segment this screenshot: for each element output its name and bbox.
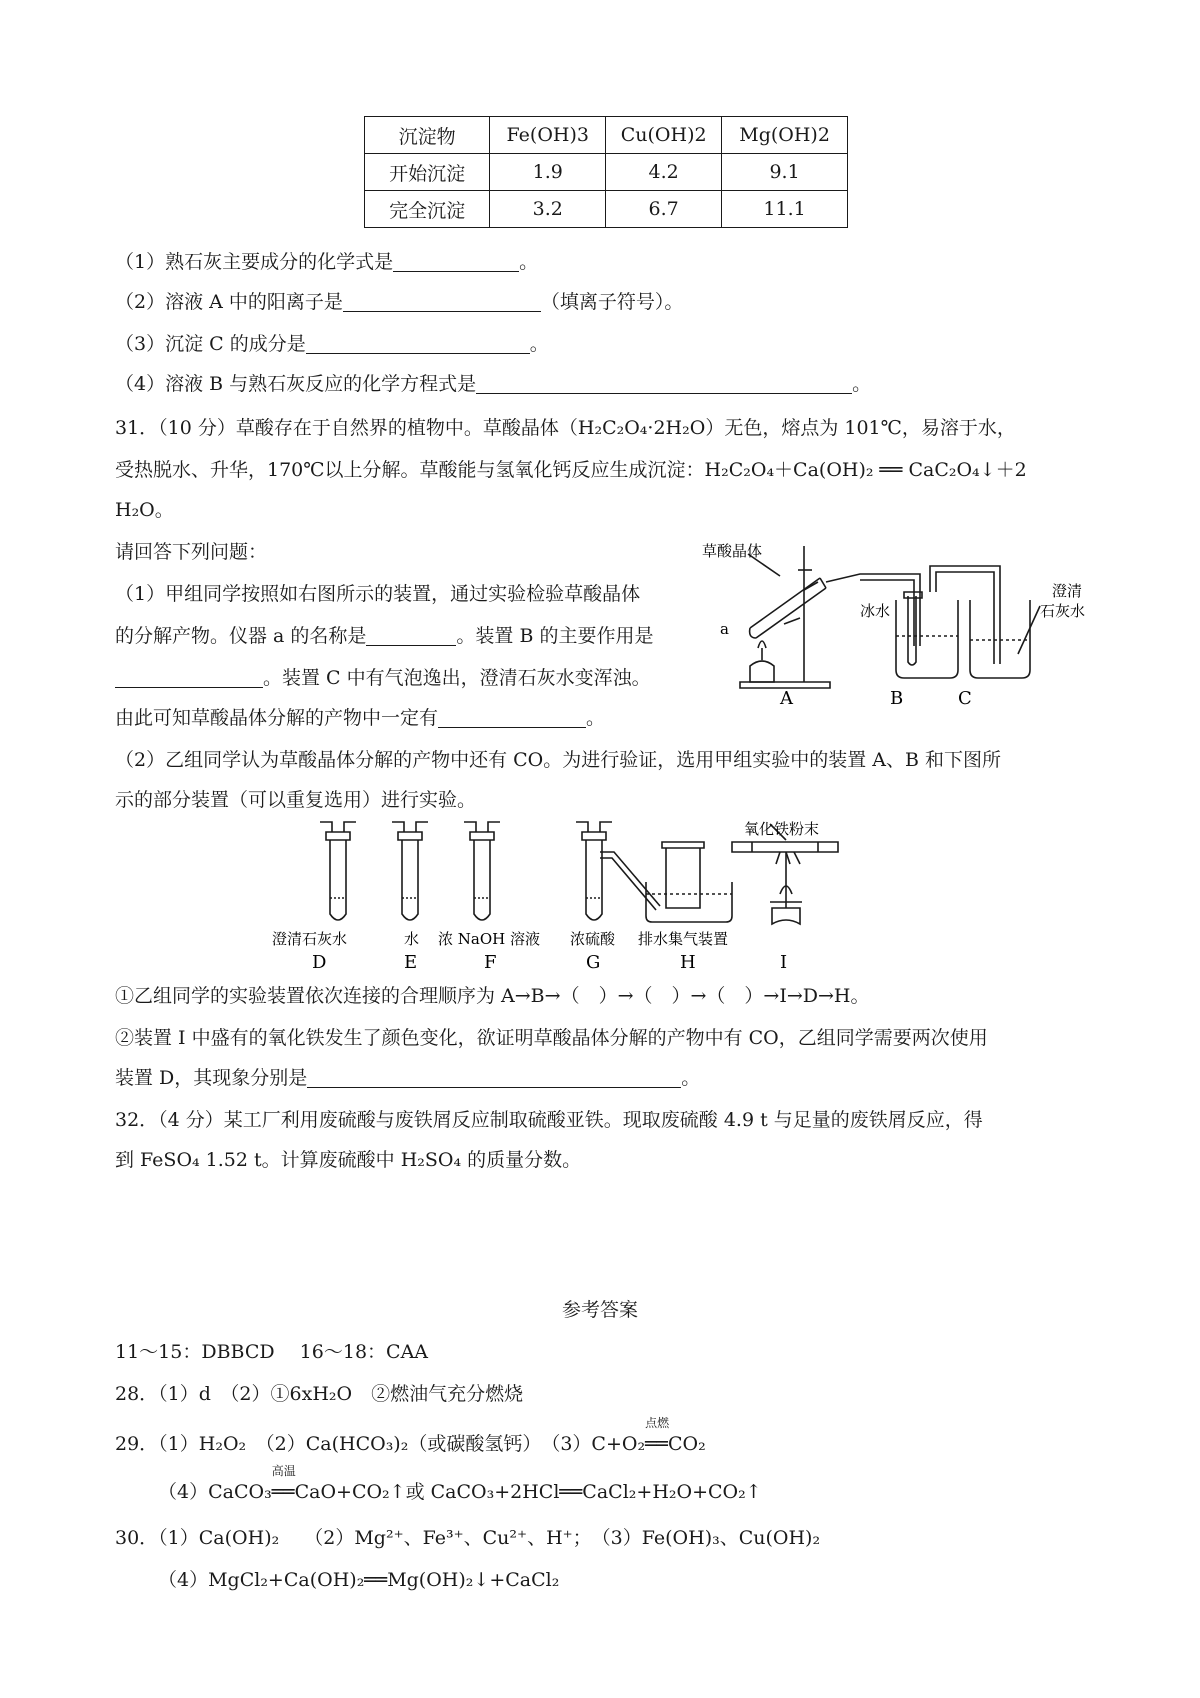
answer-blank [366, 625, 456, 646]
table-cell: 6.7 [606, 191, 722, 228]
test-tube-a [750, 578, 826, 638]
label-reagent-g: 浓硫酸 [570, 930, 616, 948]
table-header-cell: Cu(OH)2 [606, 117, 722, 154]
test-tube-g [576, 822, 612, 920]
label-apparatus-e: E [404, 952, 418, 973]
table-cell: 1.9 [490, 154, 606, 191]
table-header-row [365, 117, 848, 154]
q32-line2: 到 FeSO₄ 1.52 t。计算废硫酸中 H₂SO₄ 的质量分数。 [115, 1149, 582, 1171]
label-apparatus-g: G [586, 952, 601, 973]
q31-p2-line2: 示的部分装置（可以重复选用）进行实验。 [115, 789, 477, 811]
label-ice-water: 冰水 [860, 602, 891, 620]
test-tube-e [392, 822, 428, 920]
q31-intro-line1: 31．（10 分）草酸存在于自然界的植物中。草酸晶体（H₂C₂O₄·2H₂O）无色，熔点为 101℃，易溶于水， [115, 417, 1016, 439]
answers-mc: 11～15：DBBCD 16～18：CAA [115, 1341, 429, 1363]
q31-p1-line2: 的分解产物。仪器 a 的名称是 。装置 B 的主要作用是 [115, 625, 654, 647]
label-apparatus-i: I [780, 952, 788, 973]
alcohol-lamp [750, 661, 774, 682]
q31-p1-line3: 。装置 C 中有气泡逸出，澄清石灰水变浑浊。 [115, 664, 651, 692]
table-cell: 9.1 [722, 154, 848, 191]
table-cell: 3.2 [490, 191, 606, 228]
label-apparatus-d: D [312, 952, 327, 973]
apparatus-figure-d-to-i [272, 820, 910, 973]
q30-part4: （4）溶液 B 与熟石灰反应的化学方程式是 。 [115, 373, 872, 395]
label-oxide-powder: 氧化铁粉末 [744, 820, 820, 838]
q32-line1: 32．（4 分）某工厂利用废硫酸与废铁屑反应制取硫酸亚铁。现取废硫酸 4.9 t 与足量的废铁屑反应，得 [115, 1109, 983, 1131]
label-apparatus-b: B [890, 688, 904, 709]
q30-part3: （3）沉淀 C 的成分是 。 [115, 333, 549, 355]
label-crystal: 草酸晶体 [702, 542, 763, 560]
table-row [365, 191, 848, 228]
label-reagent-f: 浓 NaOH 溶液 [438, 930, 540, 948]
answer-30-line2: （4）MgCl₂+Ca(OH)₂══Mg(OH)₂↓+CaCl₂ [158, 1569, 560, 1591]
answer-blank [393, 251, 519, 272]
q31-intro-line3: H₂O。 [115, 499, 174, 521]
q31-sub2-line2: 装置 D，其现象分别是 。 [115, 1067, 701, 1089]
heated-tube-i [732, 824, 838, 924]
beaker-b [896, 600, 958, 678]
label-reagent-h: 排水集气装置 [638, 930, 729, 948]
label-apparatus-a: A [780, 688, 793, 709]
label-apparatus-c: C [958, 688, 972, 709]
q31-sub1: ①乙组同学的实验装置依次连接的合理顺序为 A→B→（ ）→（ ）→（ ）→I→D→H。 [115, 985, 870, 1007]
table-row [365, 154, 848, 191]
table-cell: 11.1 [722, 191, 848, 228]
table-header-cell: Fe(OH)3 [490, 117, 606, 154]
label-apparatus-f: F [484, 952, 497, 973]
answer-blank [438, 707, 586, 728]
label-a: a [720, 620, 729, 638]
answer-blank [307, 1067, 681, 1088]
label-reagent-e: 水 [404, 930, 420, 948]
q31-intro-line2: 受热脱水、升华，170℃以上分解。草酸能与氢氧化钙反应生成沉淀：H₂C₂O₄＋Ca(OH)₂ ══ CaC₂O₄↓＋2 [115, 459, 1027, 481]
label-lime-2: 石灰水 [1040, 602, 1086, 620]
table-cell: 4.2 [606, 154, 722, 191]
test-tube-f [464, 822, 500, 920]
q31-p2-line1: （2）乙组同学认为草酸晶体分解的产物中还有 CO。为进行验证，选用甲组实验中的装置 A、B 和下图所 [115, 749, 1002, 771]
apparatus-figure-abc [700, 536, 1100, 709]
answer-28: 28．（1）d （2）①6xH₂O ②燃油气充分燃烧 [115, 1383, 524, 1405]
q31-p1-line1: （1）甲组同学按照如右图所示的装置，通过实验检验草酸晶体 [115, 583, 641, 605]
answer-blank [306, 333, 530, 354]
table-header-cell: Mg(OH)2 [722, 117, 848, 154]
reaction-arrow: 点燃 ══ [645, 1416, 670, 1455]
reaction-arrow: 高温 ══ [271, 1464, 296, 1503]
table-cell: 完全沉淀 [365, 191, 490, 228]
answer-29-line1: 29．（1）H₂O₂ （2）Ca(HCO₃)₂（或碳酸氢钙） （3）C+O₂ 点燃 ══CO₂ [115, 1430, 706, 1458]
answer-blank [343, 291, 541, 312]
answer-29-line2: （4）CaCO₃ 高温 ══CaO+CO₂↑或 CaCO₃+2HCl══CaCl₂+H₂O+CO₂↑ [158, 1478, 762, 1506]
test-tube-d [320, 822, 356, 920]
water-collection-h [600, 842, 732, 922]
answers-title: 参考答案 [562, 1299, 639, 1321]
q31-sub2-line1: ②装置 I 中盛有的氧化铁发生了颜色变化，欲证明草酸晶体分解的产物中有 CO，乙组同学需要两次使用 [115, 1027, 988, 1049]
answer-blank [476, 373, 852, 394]
table-cell: 开始沉淀 [365, 154, 490, 191]
table-header-cell: 沉淀物 [365, 117, 490, 154]
precipitation-table [364, 116, 848, 228]
q30-part1: （1）熟石灰主要成分的化学式是 。 [115, 251, 539, 273]
q31-p1-line4: 由此可知草酸晶体分解的产物中一定有 。 [115, 707, 606, 729]
answer-30-line1: 30．（1）Ca(OH)₂ （2）Mg²⁺、Fe³⁺、Cu²⁺、H⁺； （3）Fe(OH)₃、Cu(OH)₂ [115, 1527, 821, 1549]
label-lime-1: 澄清 [1052, 582, 1083, 600]
answer-blank [115, 667, 263, 688]
q31-ask: 请回答下列问题： [115, 541, 268, 563]
label-reagent-d: 澄清石灰水 [272, 930, 348, 948]
label-apparatus-h: H [680, 952, 696, 973]
q30-part2: （2）溶液 A 中的阳离子是 （填离子符号）。 [115, 291, 684, 313]
